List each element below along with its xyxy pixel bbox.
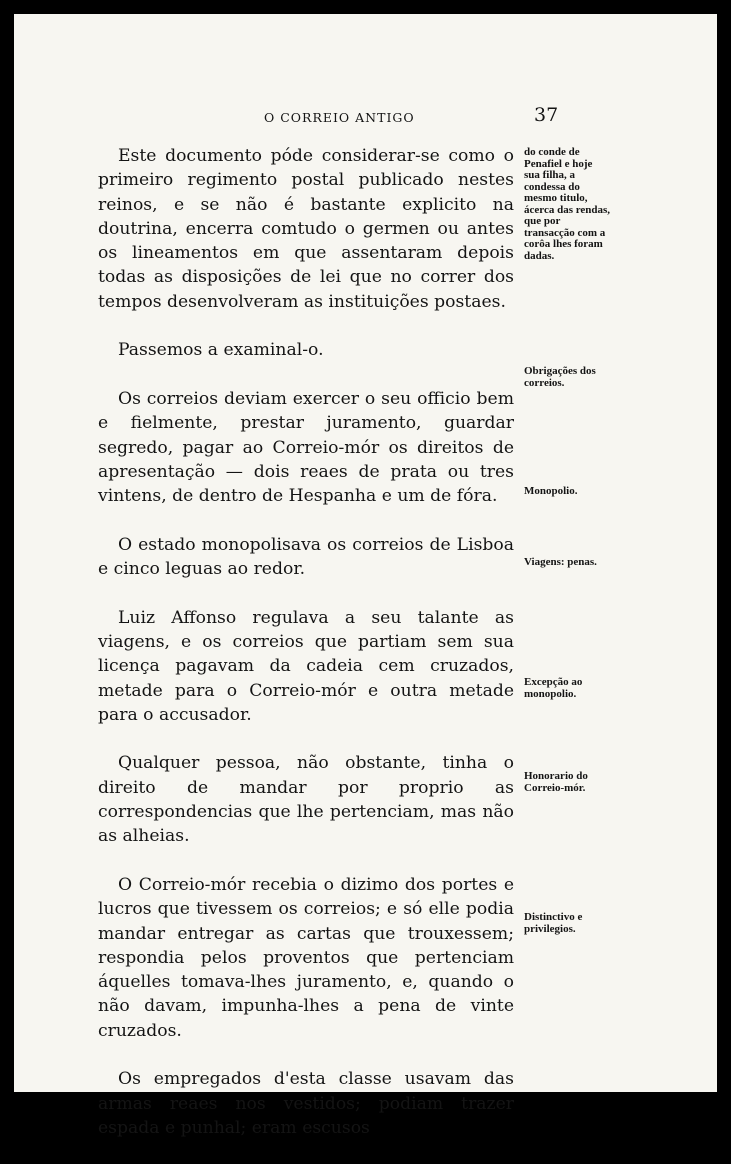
paragraph: Passemos a examinal-o. [118,340,324,361]
paragraph: O Correio-mór recebia o dizimo dos portes e lucros que tivessem os correios; e só elle podia mandar entregar as cartas que trouxessem; respondia pelos proventos que pertenciam áquelles tomava-lhes juramento, e, quando o não davam, impunha-lhes a pena de vinte cruzados. [98,874,514,1041]
margin-note: Obrigações dos correios. [524,365,596,389]
paragraph: O estado monopolisava os correios de Lisboa e cinco leguas ao redor. [98,534,514,580]
page-header [14,104,717,130]
paragraph: Os correios deviam exercer o seu officio bem e fielmente, prestar juramento, guardar segredo, pagar ao Correio-mór os direitos de apresentação — dois reaes de prata ou tres vintens, de dentro de Hespanha e um de fóra. [98,388,514,507]
margin-note: Viagens: penas. [524,556,597,568]
paragraph: Os empregados d'esta classe usavam das armas reaes nos vestidos; podiam trazer espada e punhal; eram escusos [98,1069,514,1138]
margin-note: Excepção ao monopolio. [524,676,583,700]
margin-note: Monopolio. [524,485,578,497]
margin-note: Honorario do Correio-mór. [524,770,588,794]
paragraph: Luiz Affonso regulava a seu talante as viagens, e os correios que partiam sem sua licença pagavam da cadeia cem cruzados, metade para o Correio-mór e outra metade para o accusador. [98,607,514,725]
paragraph: Qualquer pessoa, não obstante, tinha o direito de mandar por proprio as correspondencias que lhe pertenciam, mas não as alheias. [98,753,514,847]
paragraph: Este documento póde considerar-se como o primeiro regimento postal publicado nestes reinos, e se não é bastante explicito na doutrina, encerra comtudo o germen ou antes os lineamentos em que assentaram depois todas as disposições de lei que no correr dos tempos desenvolveram as instituições postaes. [98,146,514,312]
body-text [98,144,514,1164]
margin-note: Distinctivo e privilegios. [524,911,583,935]
book-page [14,14,717,1138]
running-title: O CORREIO ANTIGO [264,110,415,125]
page-number: 37 [534,104,559,126]
margin-note: do conde de Penafiel e hoje sua filha, a condessa do mesmo titulo, ácerca das rendas, que por transacção com a corôa lhes foram dadas. [524,146,611,262]
